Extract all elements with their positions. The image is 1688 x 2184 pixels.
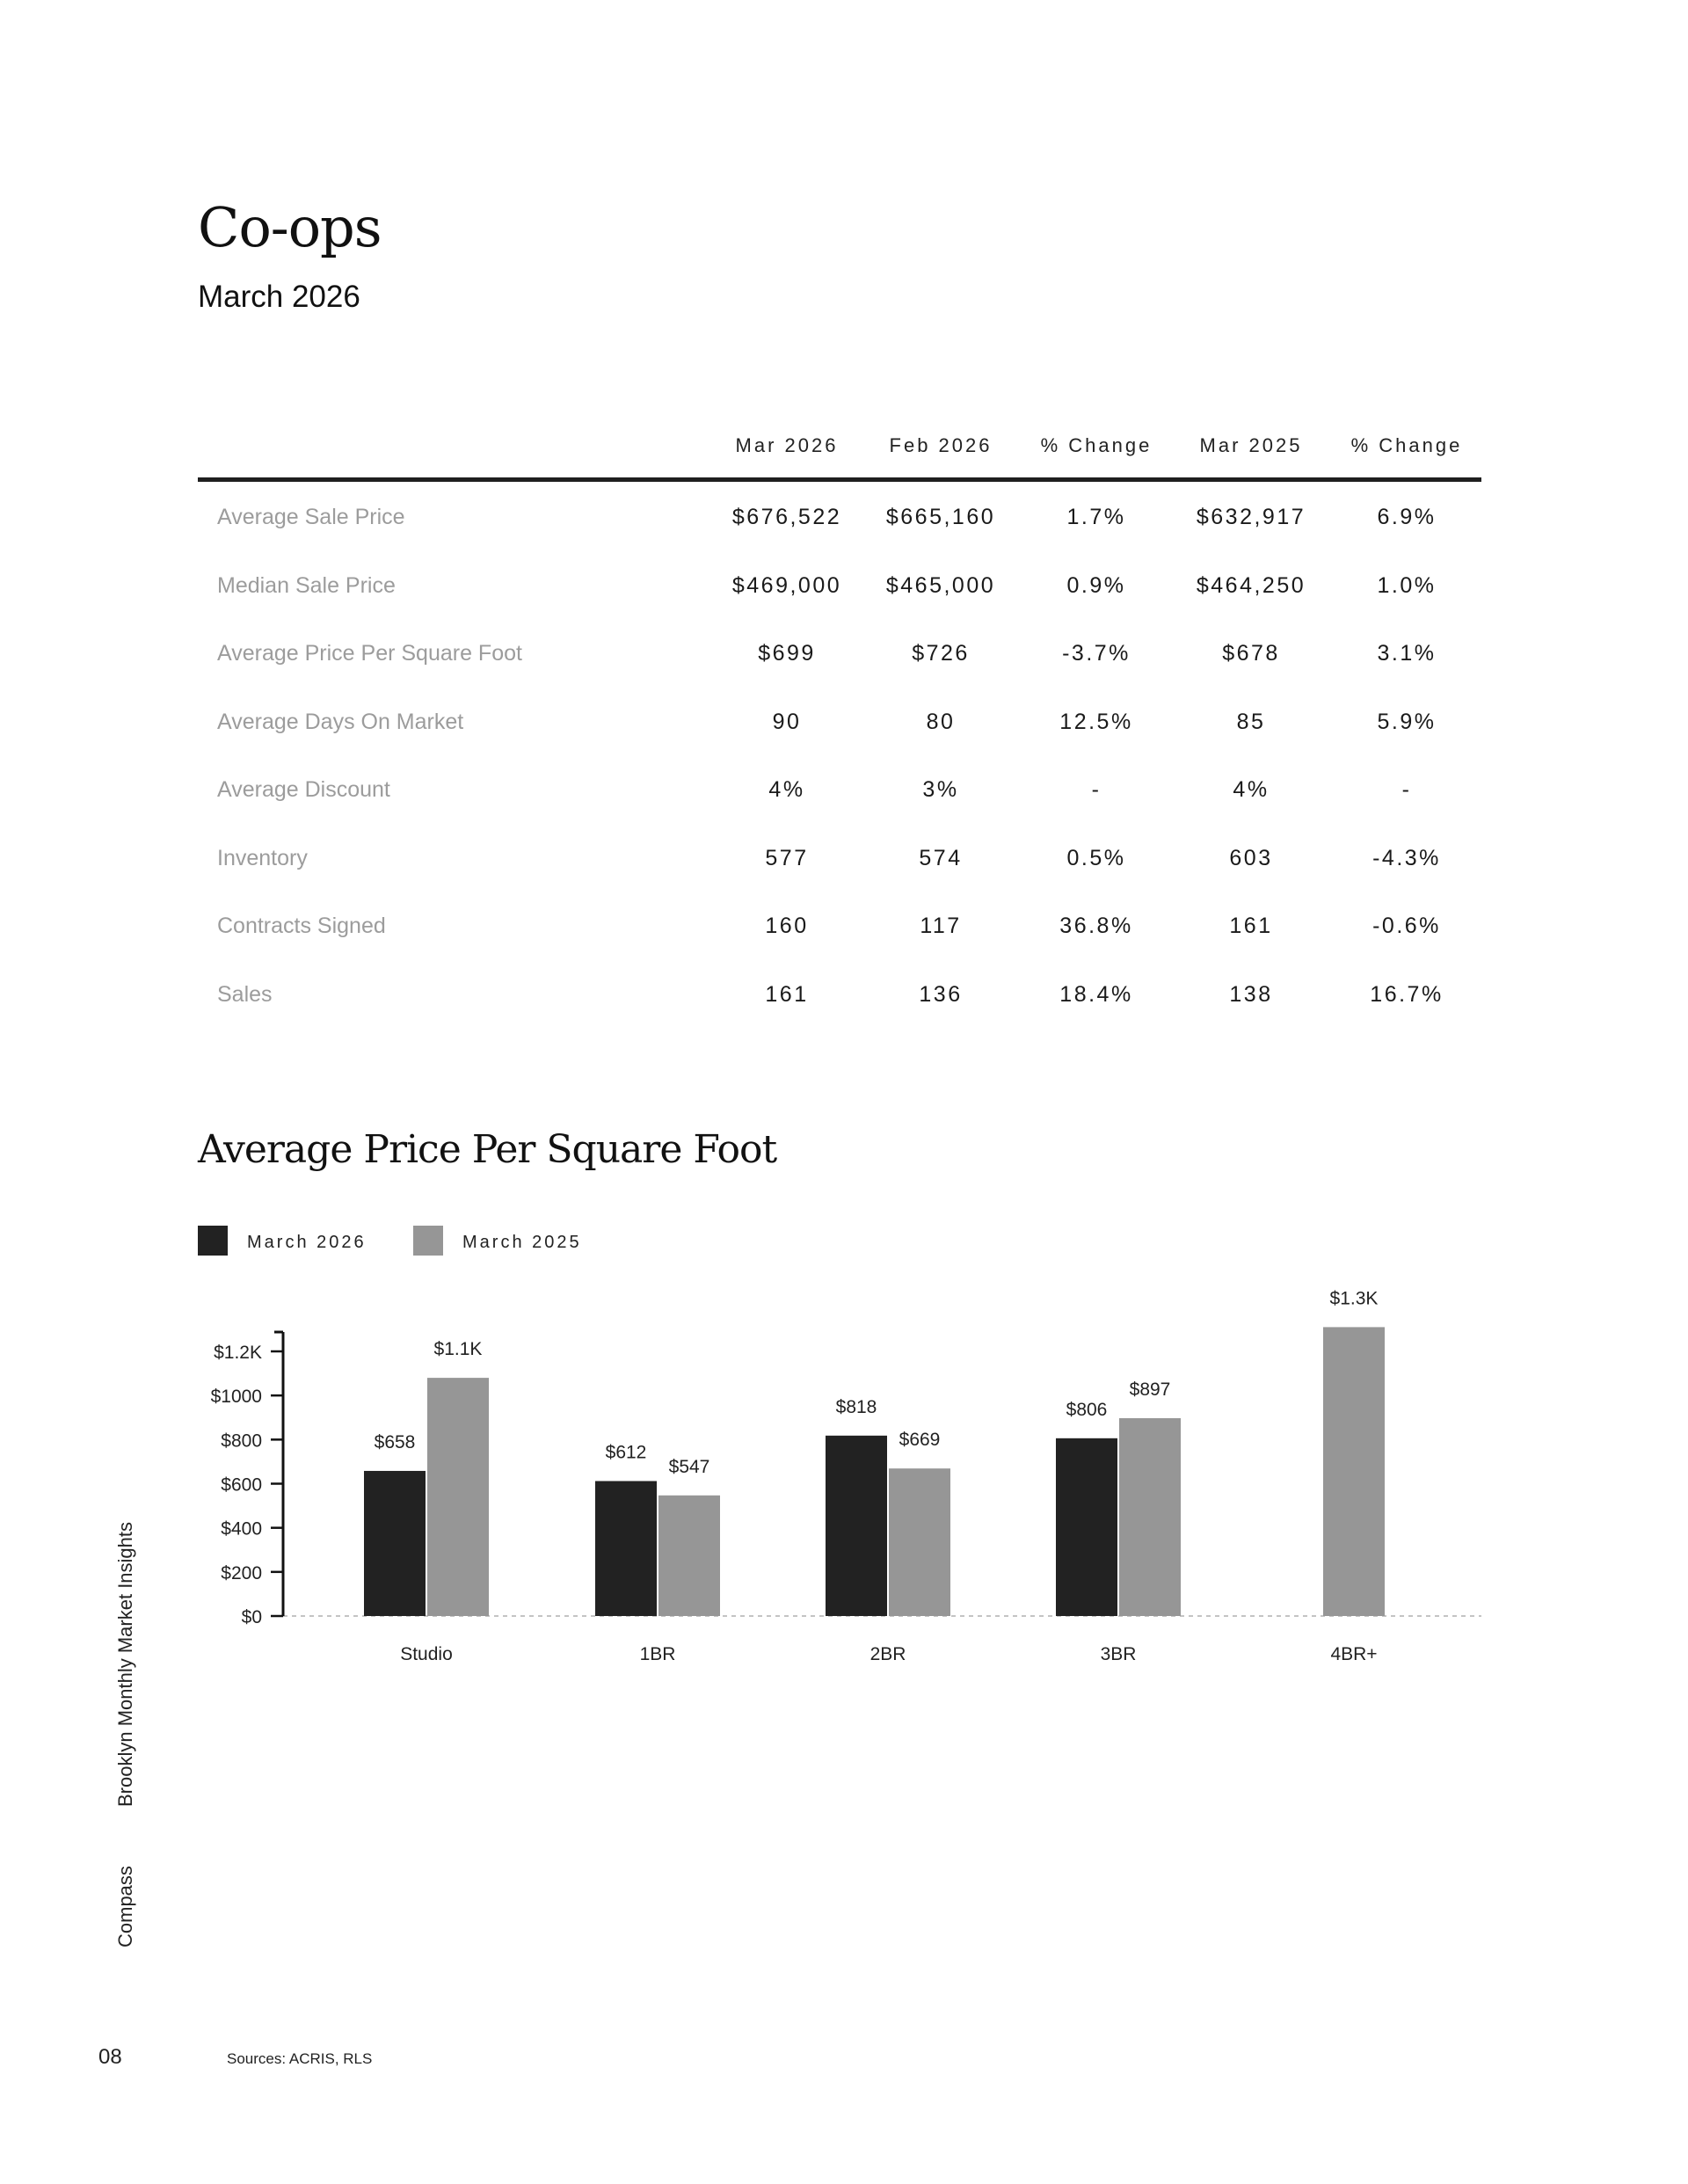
column-header-mar-2026: Mar 2026 (735, 434, 839, 456)
x-category-label: Studio (400, 1644, 453, 1664)
row-label: Inventory (217, 845, 308, 870)
table-cell: 80 (926, 709, 956, 734)
table-cell: 18.4% (1059, 981, 1133, 1007)
table-cell: 4% (1233, 777, 1270, 802)
page-title: Co-ops (198, 195, 382, 259)
table-cell: $632,917 (1196, 505, 1306, 529)
bar-march-2026 (364, 1471, 426, 1616)
bar-march-2025 (1119, 1418, 1181, 1616)
table-cell: 161 (765, 981, 809, 1007)
table-cell: 5.9% (1377, 709, 1437, 734)
table-cell: 603 (1229, 845, 1273, 870)
row-label: Average Sale Price (217, 505, 405, 529)
bar-march-2025 (427, 1378, 489, 1616)
column-header-feb-2026: Feb 2026 (889, 434, 993, 456)
table-cell: 90 (772, 709, 802, 734)
table-cell: 577 (765, 845, 809, 870)
row-label: Average Days On Market (217, 709, 464, 734)
table-cell: 85 (1236, 709, 1266, 734)
table-cell: 0.5% (1066, 845, 1126, 870)
bar-value-label: $612 (605, 1442, 647, 1463)
bar-value-label: $1.1K (433, 1339, 483, 1360)
table-cell: 36.8% (1059, 914, 1133, 938)
table-cell: 3.1% (1377, 641, 1437, 666)
table-cell: 138 (1229, 981, 1273, 1007)
column-header-mar-2025: Mar 2025 (1199, 434, 1303, 456)
table-cell: $469,000 (731, 572, 842, 598)
sources-note: Sources: ACRIS, RLS (227, 2050, 373, 2067)
bar-march-2026 (1056, 1438, 1117, 1616)
bar-value-label: $1.3K (1329, 1288, 1379, 1309)
row-label: Median Sale Price (217, 572, 396, 598)
table-cell: -0.6% (1372, 914, 1441, 938)
bar-march-2025 (1323, 1327, 1385, 1616)
y-tick-label: $600 (221, 1474, 262, 1496)
table-cell: 4% (768, 777, 805, 802)
y-tick-label: $0 (241, 1607, 262, 1627)
row-label: Average Price Per Square Foot (217, 641, 522, 666)
page-subtitle: March 2026 (198, 280, 360, 314)
column-header-change-year: % Change (1350, 434, 1463, 456)
bar-march-2026 (826, 1436, 887, 1616)
table-cell: 160 (765, 914, 809, 938)
row-label: Sales (217, 981, 273, 1007)
table-cell: 6.9% (1377, 505, 1437, 529)
bar-value-label: $547 (668, 1456, 710, 1477)
x-category-label: 3BR (1100, 1644, 1137, 1664)
table-cell: $464,250 (1196, 572, 1306, 598)
table-cell: 0.9% (1066, 572, 1126, 598)
table-cell: $465,000 (885, 572, 996, 598)
bar-march-2025 (889, 1468, 950, 1616)
y-tick-label: $800 (221, 1431, 262, 1452)
bar-value-label: $818 (835, 1396, 877, 1417)
table-cell: 3% (922, 777, 959, 802)
table-cell: 574 (919, 845, 963, 870)
table-cell: - (1401, 777, 1412, 802)
column-header-change-month: % Change (1040, 434, 1153, 456)
table-cell: 1.0% (1377, 572, 1437, 598)
bar-march-2026 (595, 1481, 657, 1616)
table-cell: -3.7% (1062, 641, 1131, 666)
table-cell: $678 (1222, 641, 1280, 666)
table-cell: 1.7% (1066, 505, 1126, 529)
bar-value-label: $897 (1129, 1380, 1171, 1401)
row-label: Contracts Signed (217, 914, 386, 938)
bar-value-label: $669 (899, 1430, 941, 1451)
bar-march-2025 (658, 1496, 720, 1616)
table-cell: 117 (920, 914, 962, 938)
table-cell: $699 (758, 641, 816, 666)
table-cell: 16.7% (1370, 981, 1444, 1007)
table-cell: 12.5% (1059, 709, 1133, 734)
x-category-label: 2BR (869, 1644, 906, 1664)
page-number: 08 (98, 2045, 122, 2069)
brand-label: Compass (114, 1866, 136, 1947)
table-cell: 136 (919, 981, 963, 1007)
y-tick-label: $1000 (210, 1387, 262, 1408)
table-cell: $676,522 (731, 505, 842, 529)
table-cell: $726 (912, 641, 970, 666)
legend-label-march-2026: March 2026 (247, 1233, 367, 1252)
y-tick-label: $400 (221, 1518, 262, 1540)
y-tick-label: $200 (221, 1562, 262, 1583)
row-label: Average Discount (217, 777, 390, 802)
bar-value-label: $806 (1066, 1399, 1108, 1420)
legend-label-march-2025: March 2025 (462, 1233, 582, 1252)
table-cell: 161 (1229, 914, 1273, 938)
x-category-label: 4BR+ (1330, 1644, 1378, 1664)
chart-title: Average Price Per Square Foot (198, 1127, 777, 1172)
bar-value-label: $658 (374, 1431, 416, 1452)
y-tick-label: $1.2K (214, 1343, 262, 1363)
table-cell: - (1091, 777, 1102, 802)
table-cell: -4.3% (1372, 845, 1441, 870)
x-category-label: 1BR (639, 1644, 676, 1664)
report-name-label: Brooklyn Monthly Market Insights (114, 1521, 136, 1807)
table-cell: $665,160 (885, 505, 996, 529)
